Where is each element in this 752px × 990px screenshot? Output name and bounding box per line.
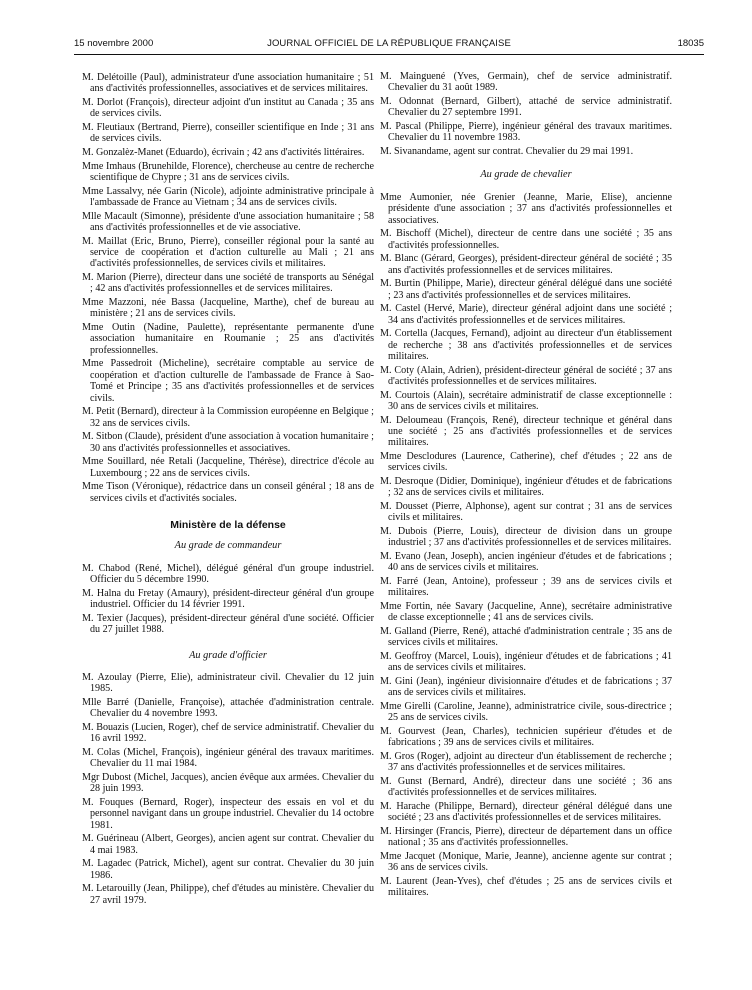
list-item: Mme Girelli (Caroline, Jeanne), administratrice civile, sous-directrice ; 25 ans de services civils. [380,701,672,724]
right-column [380,71,672,901]
list-item: M. Lagadec (Patrick, Michel), agent sur contrat. Chevalier du 30 juin 1986. [82,858,374,881]
list-item: Mme Souillard, née Retali (Jacqueline, Thérèse), directrice d'école au Luxembourg ; 22 ans de services civils. [82,456,374,479]
list-item: Mme Lassalvy, née Garin (Nicole), adjointe administrative principale à l'ambassade de France au Vietnam ; 34 ans de services civils. [82,185,374,208]
list-item: M. Castel (Hervé, Marie), directeur général adjoint dans une société ; 34 ans d'activités professionnelles et de services militaires. [380,303,672,326]
list-item: M. Geoffroy (Marcel, Louis), ingénieur d'études et de fabrications ; 41 ans de services civils et militaires. [380,651,672,674]
list-item: M. Farré (Jean, Antoine), professeur ; 39 ans de services civils et militaires. [380,576,672,599]
list-item: M. Gini (Jean), ingénieur divisionnaire d'études et de fabrications ; 37 ans de services civils et militaires. [380,676,672,699]
right-entries-a [380,71,672,157]
list-item: M. Fleutiaux (Bertrand, Pierre), conseiller scientifique en Inde ; 31 ans de services civils. [82,122,374,145]
header-rule [74,54,704,55]
left-entries-b [82,563,374,636]
list-item: M. Maillat (Eric, Bruno, Pierre), conseiller régional pour la santé au service de coopération et d'action culturelle au Mali ; 21 ans d'activités professionnelles, de services civils et militaires. [82,235,374,270]
list-item: M. Dorlot (François), directeur adjoint d'un institut au Canada ; 35 ans de services civils. [82,97,374,120]
list-item: M. Dubois (Pierre, Louis), directeur de division dans un groupe industriel ; 37 ans d'activités professionnelles et de services militaires. [380,526,672,549]
list-item: Mme Passedroit (Micheline), secrétaire comptable au service de coopération et d'action culturelle de l'ambassade de France à Sao-Tomé et Principe ; 35 ans d'activités professionnelles et de services civils. [82,358,374,404]
list-item: M. Blanc (Gérard, Georges), président-directeur général de société ; 35 ans d'activités professionnelles et de services militaires. [380,253,672,276]
left-entries-a [82,72,374,504]
list-item: M. Hirsinger (Francis, Pierre), directeur de département dans un office national ; 35 ans d'activités professionnelles. [380,826,672,849]
list-item: M. Texier (Jacques), président-directeur général d'une société. Officier du 27 juillet 1988. [82,612,374,636]
list-item: Mme Desclodures (Laurence, Catherine), chef d'études ; 22 ans de services civils. [380,451,672,474]
page-header [74,38,704,54]
list-item: M. Harache (Philippe, Bernard), directeur général délégué dans une société ; 23 ans d'activités professionnelles et de services militaires. [380,801,672,824]
list-item: Mme Aumonier, née Grenier (Jeanne, Marie, Elise), ancienne présidente d'une association ; 37 ans d'activités professionnelles et associatives. [380,191,672,226]
section-title: Ministère de la défense [170,519,286,532]
left-column [82,72,374,908]
list-item: M. Gros (Roger), adjoint au directeur d'un établissement de recherche ; 37 ans d'activités professionnelles et de services militaires. [380,751,672,774]
list-item: Mme Jacquet (Monique, Marie, Jeanne), ancienne agente sur contrat ; 36 ans de services civils. [380,851,672,874]
list-item: M. Courtois (Alain), secrétaire administratif de classe exceptionnelle : 30 ans de services civils et militaires. [380,389,672,413]
list-item: M. Galland (Pierre, René), attaché d'administration centrale ; 35 ans de services civils et militaires. [380,626,672,649]
list-item: M. Mainguené (Yves, Germain), chef de service administratif. Chevalier du 31 août 1989. [380,71,672,94]
list-item: Mme Imhaus (Brunehilde, Florence), chercheuse au centre de recherche scientifique de Chypre ; 31 ans de services civils. [82,160,374,183]
list-item: M. Guérineau (Albert, Georges), ancien agent sur contrat. Chevalier du 4 mai 1983. [82,833,374,856]
list-item: M. Evano (Jean, Joseph), ancien ingénieur d'études et de fabrications ; 40 ans de services civils et militaires. [380,551,672,574]
grade-commandeur-heading: Au grade de commandeur [174,540,282,552]
right-entries-b [380,192,672,899]
list-item: M. Cortella (Jacques, Fernand), adjoint au directeur d'un établissement de recherche ; 38 ans d'activités professionnelles et de services militaires. [380,328,672,363]
list-item: M. Gonzalèz-Manet (Eduardo), écrivain ; 42 ans d'activités littéraires. [82,147,365,158]
grade-officier-heading: Au grade d'officier [189,649,267,661]
list-item: M. Petit (Bernard), directeur à la Commission européenne en Belgique ; 32 ans de services civils. [82,406,374,429]
list-item: M. Desroque (Didier, Dominique), ingénieur d'études et de fabrications ; 32 ans de services civils et militaires. [380,476,672,499]
list-item: M. Dousset (Pierre, Alphonse), agent sur contrat ; 31 ans de services civils et militaires. [380,501,672,524]
list-item: M. Gourvest (Jean, Charles), technicien supérieur d'études et de fabrications ; 39 ans de services civils et militaires. [380,726,672,749]
list-item: M. Sivanandame, agent sur contrat. Chevalier du 29 mai 1991. [380,146,634,157]
left-entries-c [82,672,374,906]
list-item: M. Bischoff (Michel), directeur de centre dans une société ; 35 ans d'activités professionnelles. [380,228,672,251]
list-item: Mme Outin (Nadine, Paulette), représentante permanente d'une association humanitaire en Roumanie ; 25 ans d'activités professionnelles. [82,322,374,356]
list-item: Mlle Barré (Danielle, Françoise), attachée d'administration centrale. Chevalier du 4 novembre 1993. [82,697,374,720]
list-item: M. Gunst (Bernard, André), directeur dans une société ; 36 ans d'activités professionnelles et de services militaires. [380,776,672,799]
list-item: M. Azoulay (Pierre, Elie), administrateur civil. Chevalier du 12 juin 1985. [82,672,374,695]
list-item: Mgr Dubost (Michel, Jacques), ancien évêque aux armées. Chevalier du 28 juin 1993. [82,772,374,795]
list-item: M. Burtin (Philippe, Marie), directeur général délégué dans une société ; 23 ans d'activités professionnelles et de services militaires. [380,278,672,301]
list-item: M. Coty (Alain, Adrien), président-directeur général de société ; 37 ans d'activités professionnelles et de services militaires. [380,364,672,388]
list-item: M. Chabod (René, Michel), délégué général d'un groupe industriel. Officier du 5 décembre 1990. [82,562,374,586]
header-title: JOURNAL OFFICIEL DE LA RÉPUBLIQUE FRANÇAISE [267,38,511,49]
list-item: M. Deloumeau (François, René), directeur technique et général dans une société ; 25 ans d'activités professionnelles et de services militaires. [380,414,672,449]
list-item: M. Bouazis (Lucien, Roger), chef de service administratif. Chevalier du 16 avril 1992. [82,722,374,745]
header-date: 15 novembre 2000 [74,38,154,49]
header-page-number: 18035 [677,38,704,49]
grade-chevalier-heading: Au grade de chevalier [480,169,572,181]
list-item: M. Sitbon (Claude), président d'une association à vocation humanitaire ; 30 ans d'activités professionnelles et associatives. [82,431,374,454]
list-item: M. Laurent (Jean-Yves), chef d'études ; 25 ans de services civils et militaires. [380,876,672,899]
list-item: M. Colas (Michel, François), ingénieur général des travaux maritimes. Chevalier du 11 mai 1984. [82,747,374,770]
list-item: M. Delétoille (Paul), administrateur d'une association humanitaire ; 51 ans d'activités professionnelles, associatives et de services militaires. [82,72,374,95]
list-item: Mme Mazzoni, née Bassa (Jacqueline, Marthe), chef de bureau au ministère ; 21 ans de services civils. [82,297,374,320]
list-item: M. Halna du Fretay (Amaury), président-directeur général d'un groupe industriel. Officier du 14 février 1991. [82,587,374,611]
list-item: M. Pascal (Philippe, Pierre), ingénieur général des travaux maritimes. Chevalier du 11 novembre 1983. [380,121,672,144]
list-item: Mme Fortin, née Savary (Jacqueline, Anne), secrétaire administrative de classe exceptionnelle ; 41 ans de services civils. [380,601,672,624]
list-item: M. Marion (Pierre), directeur dans une société de transports au Sénégal ; 42 ans d'activités professionnelles et de services militaires. [82,272,374,295]
list-item: M. Odonnat (Bernard, Gilbert), attaché de service administratif. Chevalier du 27 septembre 1991. [380,96,672,119]
list-item: Mme Tison (Véronique), rédactrice dans un conseil général ; 18 ans de services civils et d'activités sociales. [82,481,374,504]
list-item: M. Letarouilly (Jean, Philippe), chef d'études au ministère. Chevalier du 27 avril 1979. [82,883,374,906]
list-item: M. Fouques (Bernard, Roger), inspecteur des essais en vol et du personnel navigant dans un groupe industriel. Chevalier du 14 octobre 1981. [82,797,374,831]
list-item: Mlle Macault (Simonne), présidente d'une association humanitaire ; 58 ans d'activités professionnelles et de vie associative. [82,210,374,233]
